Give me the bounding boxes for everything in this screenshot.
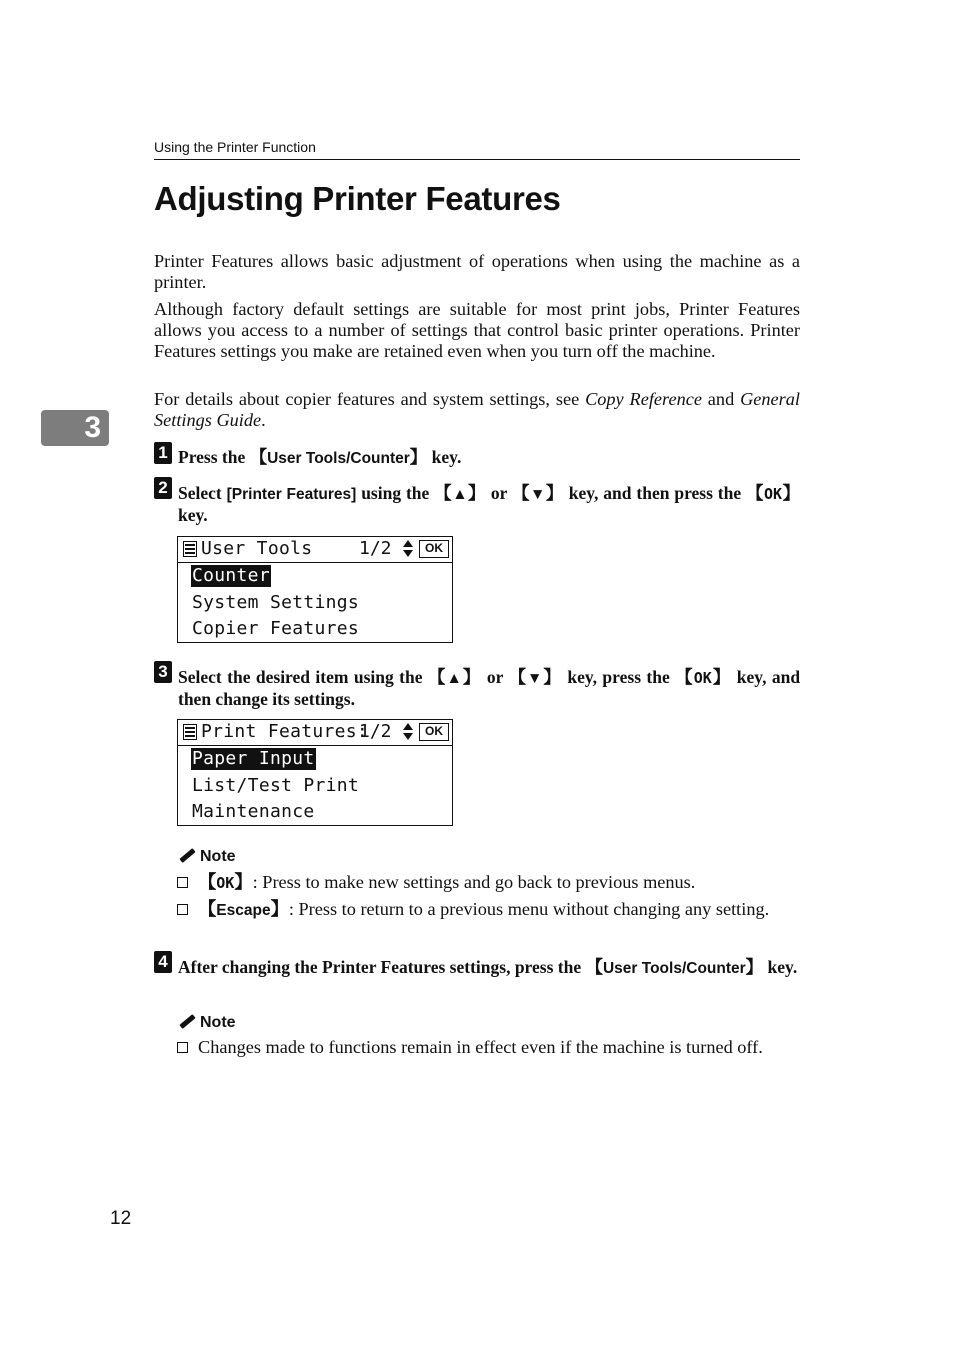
- step-4-number: 4: [154, 951, 172, 973]
- running-header: Using the Printer Function: [154, 139, 316, 155]
- down-arrow-key: ▼: [527, 670, 544, 687]
- lcd-ok-icon: OK: [419, 540, 449, 558]
- header-rule: [154, 159, 800, 160]
- lcd-title-bar: [178, 720, 452, 746]
- up-down-arrows-icon: [402, 722, 414, 742]
- lcd-screen-print-features: [177, 719, 453, 826]
- checkbox-bullet-icon: [177, 904, 188, 915]
- note-heading: Note: [177, 1014, 236, 1032]
- intro-paragraph-3: For details about copier features and system settings, see Copy Reference and General Settings Guide.: [154, 389, 800, 430]
- copy-reference-title: Copy Reference: [585, 389, 702, 409]
- lcd-menu-item-selected: Paper Input: [192, 748, 315, 769]
- lcd-menu-item: Copier Features: [192, 618, 360, 639]
- lcd-menu-item: List/Test Print: [192, 775, 360, 796]
- page-title: Adjusting Printer Features: [154, 180, 561, 217]
- up-arrow-key: ▲: [446, 670, 463, 687]
- step-1-text: Press the 【User Tools/Counter】 key.: [178, 447, 462, 468]
- pencil-icon: [177, 848, 197, 862]
- printer-features-menu-label: [Printer Features]: [226, 486, 357, 503]
- up-down-arrows-icon: [402, 539, 414, 559]
- note-item: 【Escape】: Press to return to a previous menu without changing any setting.: [177, 899, 822, 921]
- document-icon: [183, 541, 197, 557]
- lcd-menu-item: System Settings: [192, 592, 360, 613]
- document-icon: [183, 724, 197, 740]
- lcd-title-bar: [178, 537, 452, 563]
- note-item: 【OK】: Press to make new settings and go back to previous menus.: [177, 872, 822, 894]
- pencil-icon: [177, 1014, 197, 1028]
- step-3-text: Select the desired item using the 【▲】 or 【▼】 key, press the 【OK】 key, and then change its settings.: [178, 667, 801, 709]
- ok-key: OK: [216, 874, 235, 892]
- lcd-title: User Tools: [201, 538, 313, 559]
- chapter-tab: 3: [41, 410, 109, 446]
- user-tools-counter-key: User Tools/Counter: [267, 450, 410, 467]
- step-1-number: 1: [154, 442, 172, 464]
- lcd-ok-icon: OK: [419, 723, 449, 741]
- note-item: Changes made to functions remain in effect even if the machine is turned off.: [177, 1037, 822, 1058]
- step-4-text: After changing the Printer Features settings, press the 【User Tools/Counter】 key.: [178, 957, 798, 978]
- lcd-screen-user-tools: [177, 536, 453, 643]
- down-arrow-key: ▼: [530, 486, 546, 503]
- lcd-page-indicator: 1/2: [359, 538, 392, 559]
- ok-key: OK: [693, 669, 712, 687]
- step-2-text: Select [Printer Features] using the 【▲】 or 【▼】 key, and then press the 【OK】 key.: [178, 483, 801, 525]
- step-2-number: 2: [154, 477, 172, 499]
- step-3-number: 3: [154, 661, 172, 683]
- up-arrow-key: ▲: [452, 486, 469, 503]
- checkbox-bullet-icon: [177, 877, 188, 888]
- lcd-menu-item-selected: Counter: [192, 565, 270, 586]
- note-heading: Note: [177, 848, 236, 866]
- ok-key: OK: [764, 485, 783, 503]
- checkbox-bullet-icon: [177, 1042, 188, 1053]
- page-number: 12: [110, 1208, 132, 1229]
- lcd-menu-item: Maintenance: [192, 801, 315, 822]
- user-tools-counter-key: User Tools/Counter: [602, 960, 746, 977]
- intro-paragraph-2: Although factory default settings are suitable for most print jobs, Printer Features allows you access to a number of settings that control basic printer operations. Printer Features settings you make are retained even when you turn off the machine.: [154, 299, 800, 361]
- lcd-page-indicator: 1/2: [359, 721, 392, 742]
- lcd-title: Print Features:: [201, 721, 369, 742]
- general-settings-guide-title: General Settings Guide: [154, 389, 800, 430]
- escape-key: Escape: [216, 902, 271, 919]
- intro-paragraph-1: Printer Features allows basic adjustment of operations when using the machine as a printer.: [154, 251, 800, 292]
